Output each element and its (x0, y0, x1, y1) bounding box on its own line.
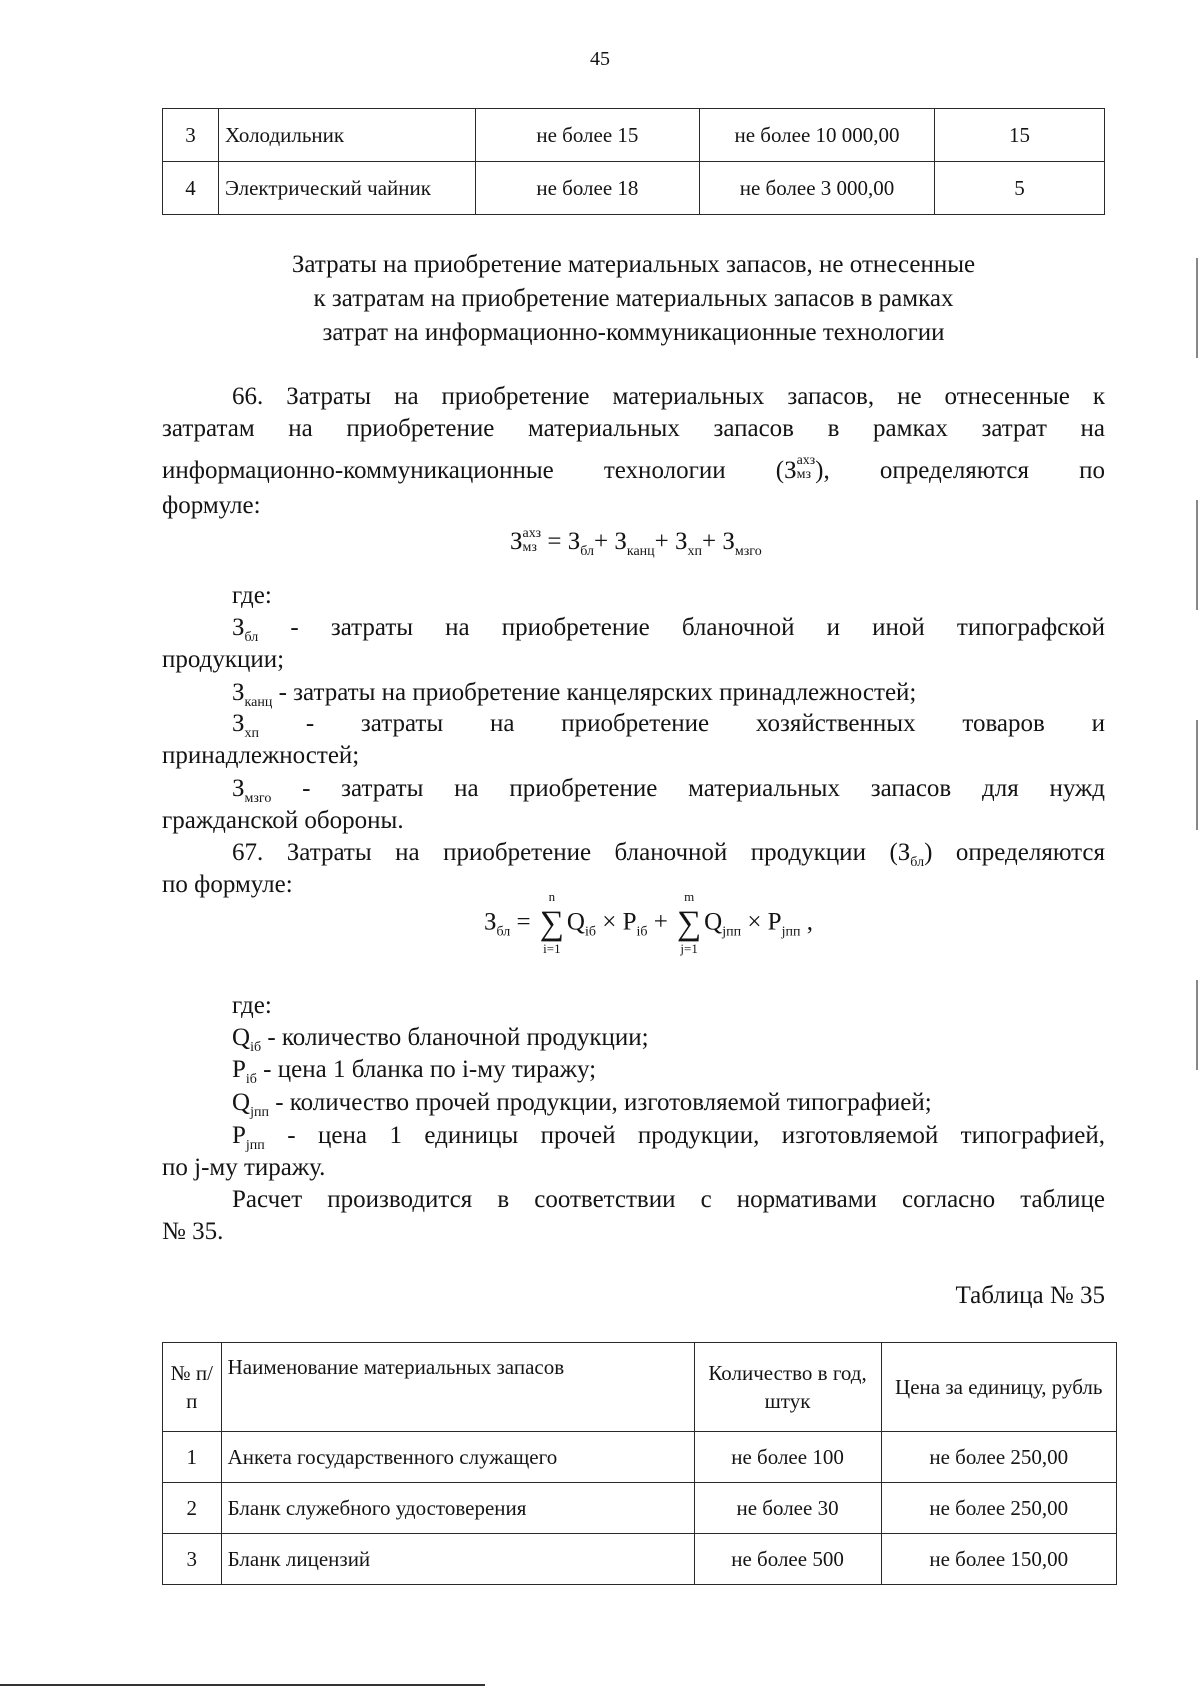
subscript: канц (244, 695, 273, 710)
variable: З (784, 457, 797, 484)
sum-symbol: ∑ m j=1 (674, 905, 704, 943)
item-price: не более 3 000,00 (699, 162, 934, 215)
header-quantity: Количество в год, штук (694, 1343, 881, 1432)
page-number: 45 (590, 48, 610, 70)
term: × P (595, 908, 637, 936)
definition-line (232, 677, 1105, 709)
term: + З (702, 528, 735, 555)
variable: P (232, 1122, 246, 1149)
appliances-table (162, 108, 1105, 215)
definition-text: - затраты на приобретение хозяйственных товаров и (259, 710, 1105, 737)
paragraph-67-line: по формуле: (162, 871, 293, 898)
subscript: jпп (781, 924, 801, 940)
definition-continuation: продукции; (162, 646, 285, 673)
subscript: хп (244, 726, 260, 741)
service-life: не более 18 (475, 162, 699, 215)
header-name: Наименование материальных запасов (221, 1343, 694, 1432)
subscript: бл (496, 924, 511, 940)
operator: = (541, 528, 568, 555)
row-number: 4 (163, 162, 219, 215)
heading-line: к затратам на приобретение материальных запасов в рамках (313, 285, 954, 312)
subscript: бл (244, 630, 259, 645)
heading-line: затрат на информационно-коммуникационные технологии (322, 319, 945, 346)
item-price: не более 10 000,00 (699, 109, 934, 162)
formula-total-costs (510, 528, 762, 557)
paragraph-66-line: затратам на приобретение материальных запасов в рамках затрат на (162, 415, 1105, 442)
definition-text: - затраты на приобретение бланочной и иной типографской (258, 614, 1105, 641)
sum-upper-limit: m (684, 889, 695, 904)
subscript: канц (626, 544, 655, 559)
item-price: не более 250,00 (881, 1432, 1116, 1483)
variable: З (567, 528, 581, 555)
subscript: бл (580, 544, 594, 559)
subscript: мз (522, 540, 537, 556)
scan-edge-line (0, 1684, 485, 1686)
subscript: jпп (722, 924, 742, 940)
table-header-row (163, 1343, 1117, 1432)
text-fragment: ), определяются по (815, 457, 1105, 484)
table-row (163, 162, 1105, 215)
scan-edge-mark (1196, 980, 1198, 1070)
term: × P (741, 908, 782, 936)
superscript: ахз (796, 453, 816, 469)
definition-line (232, 612, 1105, 644)
definition-text: - цена 1 бланка по i-му тиражу; (256, 1056, 597, 1083)
item-name: Бланк лицензий (221, 1534, 694, 1585)
definition-continuation: принадлежностей; (162, 742, 360, 769)
definition-text: - количество бланочной продукции; (261, 1024, 649, 1051)
subscript: jпп (250, 1105, 269, 1120)
table-caption: Таблица № 35 (955, 1282, 1105, 1309)
operator: = (510, 908, 537, 936)
superscript-subscript (523, 527, 542, 555)
item-quantity: не более 500 (694, 1534, 881, 1585)
punctuation: , (800, 908, 813, 936)
calculation-note-line: Расчет производится в соответствии с нормативами согласно таблице (232, 1186, 1105, 1213)
table-row (163, 1432, 1117, 1483)
paragraph-67-line (232, 837, 1105, 869)
table-row (163, 109, 1105, 162)
table-row (163, 1534, 1117, 1585)
row-number: 3 (163, 109, 219, 162)
item-name: Электрический чайник (219, 162, 476, 215)
subscript: хп (687, 544, 703, 559)
subscript: iб (245, 1072, 257, 1087)
definition-continuation: по j-му тиражу. (162, 1154, 326, 1181)
definition-line (232, 1120, 1105, 1152)
sum-lower-limit: j=1 (680, 941, 698, 956)
definition-line (232, 1054, 1105, 1086)
heading-line: Затраты на приобретение материальных запасов, не отнесенные (291, 251, 976, 278)
variable: З (232, 614, 245, 641)
definition-line (232, 1022, 1105, 1054)
definition-line (232, 1087, 1105, 1119)
definition-line (232, 708, 1105, 740)
item-name: Анкета государственного служащего (221, 1432, 694, 1483)
item-price: не более 250,00 (881, 1483, 1116, 1534)
superscript: ахз (522, 526, 542, 542)
item-quantity: не более 30 (694, 1483, 881, 1534)
subscript: iб (584, 924, 596, 940)
variable: З (510, 528, 523, 555)
definition-continuation: гражданской обороны. (162, 807, 404, 834)
variable: Q (232, 1024, 251, 1051)
superscript-subscript (797, 454, 816, 482)
variable: Q (232, 1089, 251, 1116)
term: + З (594, 528, 627, 555)
paragraph-66-line: формуле: (162, 492, 261, 519)
definition-text: - количество прочей продукции, изготовляемой типографией; (268, 1089, 932, 1116)
subscript: jпп (245, 1138, 265, 1153)
row-number: 3 (163, 1534, 222, 1585)
variable: З (232, 775, 245, 802)
item-name: Холодильник (219, 109, 476, 162)
item-price: не более 150,00 (881, 1534, 1116, 1585)
calculation-note-line: № 35. (162, 1218, 224, 1245)
section-heading (162, 248, 1105, 350)
term: + З (654, 528, 688, 555)
text-fragment: информационно-коммуникационные технологии ( (162, 457, 785, 484)
service-life: не более 15 (475, 109, 699, 162)
definition-text: - цена 1 единицы прочей продукции, изготовляемой типографией, (264, 1122, 1105, 1149)
scan-edge-mark (1196, 258, 1198, 358)
subscript: iб (636, 924, 648, 940)
definition-text: - затраты на приобретение канцелярских принадлежностей; (272, 679, 917, 706)
text-fragment: 67. Затраты на приобретение бланочной продукции (З (232, 839, 911, 866)
where-label: где: (232, 582, 272, 609)
variable: Q (704, 908, 723, 936)
formula-form-costs (484, 889, 813, 975)
text-fragment: ) определяются (924, 839, 1105, 866)
variable: З (232, 710, 245, 737)
variable: Q (566, 908, 585, 936)
item-quantity: не более 100 (694, 1432, 881, 1483)
item-quantity: 15 (935, 109, 1105, 162)
definition-line (232, 773, 1105, 805)
row-number: 1 (163, 1432, 222, 1483)
sum-symbol: ∑ n i=1 (537, 905, 567, 943)
variable: З (484, 908, 497, 936)
variable: P (232, 1056, 246, 1083)
item-quantity: 5 (935, 162, 1105, 215)
subscript: мз (796, 467, 811, 483)
subscript: iб (250, 1040, 262, 1055)
operator: + (647, 908, 675, 936)
paragraph-66-line: 66. Затраты на приобретение материальных запасов, не отнесенные к (232, 383, 1105, 410)
subscript: мзго (244, 791, 272, 806)
sum-lower-limit: i=1 (543, 941, 561, 956)
variable: З (232, 679, 245, 706)
header-number: № п/п (163, 1343, 222, 1432)
table-row (163, 1483, 1117, 1534)
header-price: Цена за единицу, рубль (881, 1343, 1116, 1432)
paragraph-66-line (162, 455, 1105, 487)
table-35 (162, 1342, 1117, 1585)
subscript: мзго (734, 544, 762, 559)
subscript: бл (910, 855, 925, 870)
where-label: где: (232, 992, 272, 1019)
item-name: Бланк служебного удостоверения (221, 1483, 694, 1534)
definition-text: - затраты на приобретение материальных запасов для нужд (271, 775, 1105, 802)
sum-upper-limit: n (548, 889, 556, 904)
row-number: 2 (163, 1483, 222, 1534)
scan-edge-mark (1196, 720, 1198, 830)
scan-edge-mark (1196, 500, 1198, 610)
